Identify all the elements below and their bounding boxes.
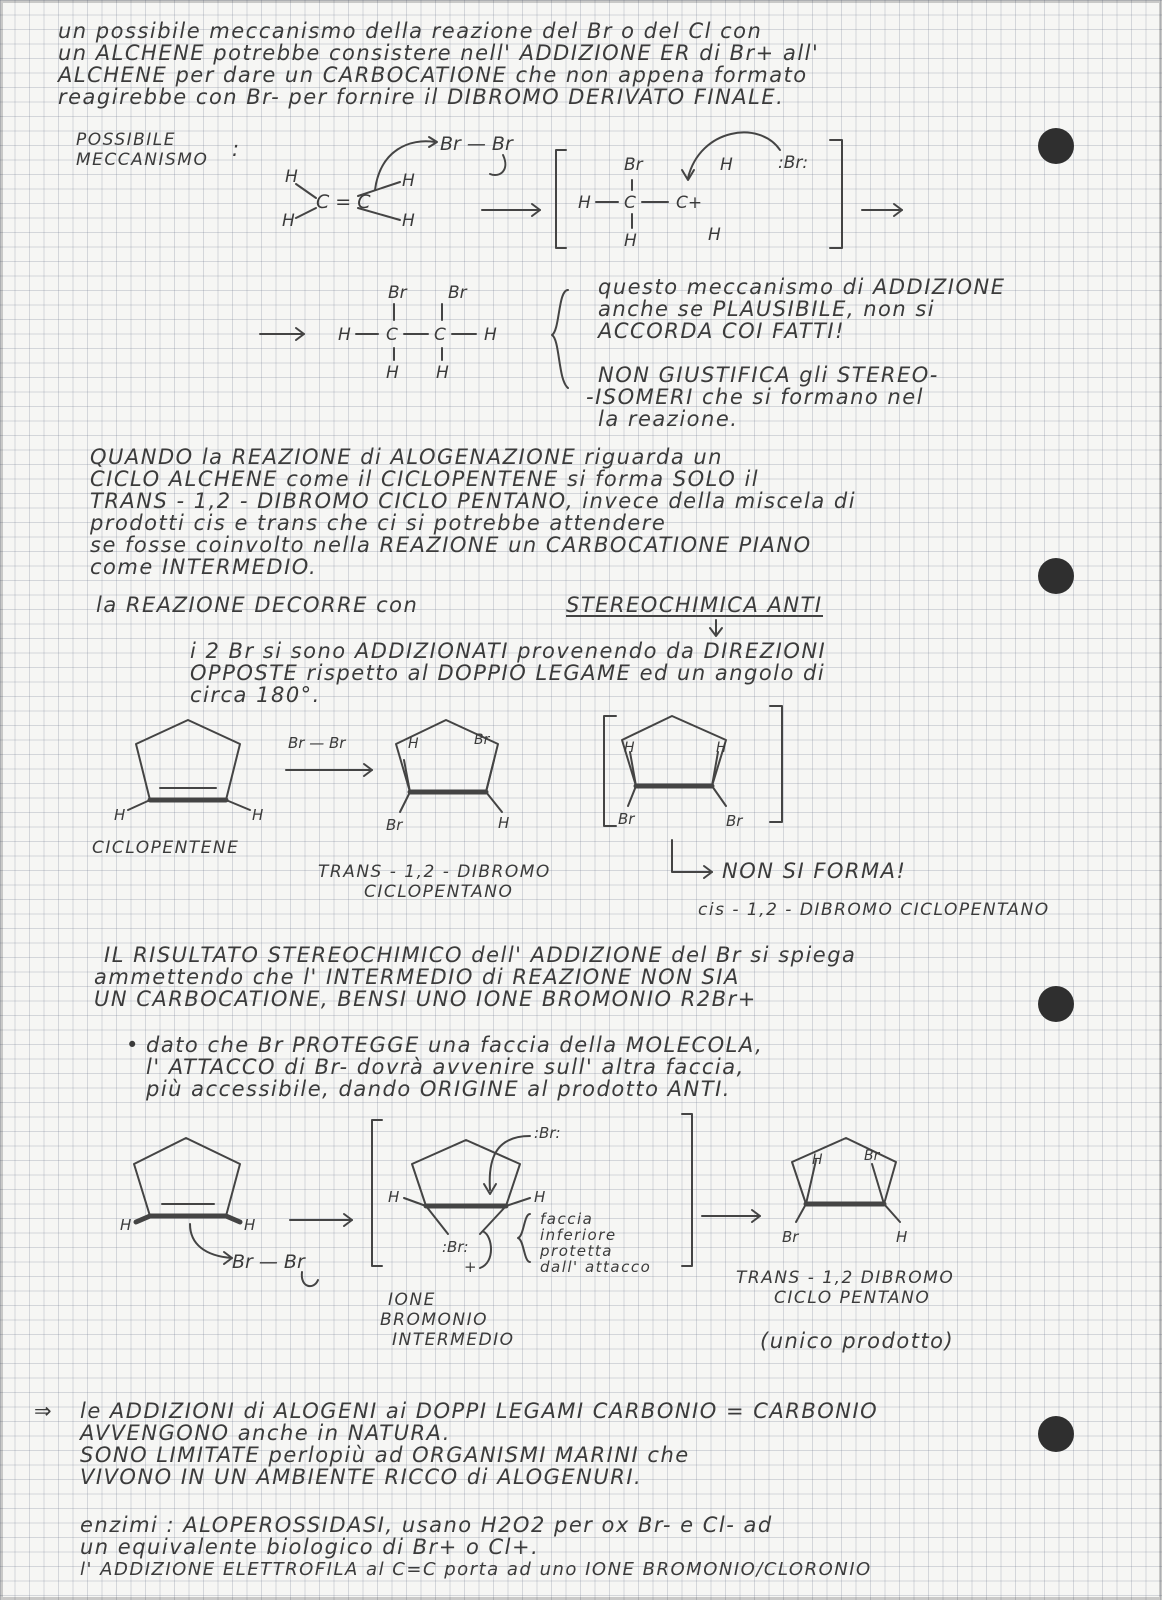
anti-line: OPPOSTE rispetto al DOPPIO LEGAME ed un angolo di [190, 661, 826, 685]
svg-text:H: H [402, 171, 415, 191]
anti-highlight: STEREOCHIMICA ANTI [566, 593, 823, 617]
bullet-line: l' ATTACCO di Br- dovrà avvenire sull' altra faccia, [146, 1055, 745, 1079]
mechanism-heading: MECCANISMO [76, 150, 209, 170]
svg-text:+: + [464, 1258, 477, 1276]
face-note: dall' attacco [540, 1258, 652, 1276]
result-line: IL RISULTATO STEREOCHIMICO dell' ADDIZIONE del Br si spiega [104, 943, 857, 967]
svg-text:Br: Br [864, 1148, 880, 1164]
label-ione-bromonio: INTERMEDIO [392, 1330, 515, 1350]
svg-text:C: C [434, 325, 446, 345]
label-trans-product-2: TRANS - 1,2 DIBROMO [736, 1268, 955, 1288]
label-non-si-forma: NON SI FORMA! [722, 859, 907, 883]
label-ione-bromonio: BROMONIO [380, 1310, 489, 1330]
svg-text:C+: C+ [676, 193, 703, 213]
bullet: • [126, 1033, 140, 1057]
result-line: UN CARBOCATIONE, BENSI UNO IONE BROMONIO R2Br+ [94, 987, 757, 1011]
enzyme-line: un equivalente biologico di Br+ o Cl+. [80, 1535, 540, 1559]
svg-text:H: H [338, 325, 351, 345]
face-note: inferiore [540, 1226, 617, 1244]
svg-text:H: H [708, 225, 721, 245]
svg-text:Br — Br: Br — Br [232, 1251, 305, 1273]
svg-text:H: H [285, 167, 298, 187]
anti-line: i 2 Br si sono ADDIZIONATI provenendo da DIREZIONI [190, 639, 827, 663]
svg-text:Br: Br [474, 732, 490, 748]
svg-text::Br:: :Br: [778, 153, 809, 173]
svg-text:H: H [252, 806, 264, 824]
cyclo-line: CICLO ALCHENE come il CICLOPENTENE si forma SOLO il [90, 467, 760, 491]
svg-text:Br — Br: Br — Br [440, 133, 513, 155]
anti-prefix: la REAZIONE DECORRE con [96, 593, 419, 617]
svg-text:H: H [282, 211, 295, 231]
label-trans-product: TRANS - 1,2 - DIBROMO [318, 862, 551, 882]
enzyme-line: enzimi : ALOPEROSSIDASI, usano H2O2 per ox Br- e Cl- ad [80, 1513, 773, 1537]
comment-line: anche se PLAUSIBILE, non si [598, 297, 936, 321]
label-cis-product: cis - 1,2 - DIBROMO CICLOPENTANO [698, 900, 1050, 920]
svg-text:H: H [402, 211, 415, 231]
svg-text::Br:: :Br: [442, 1238, 469, 1256]
final-line: AVVENGONO anche in NATURA. [80, 1421, 451, 1445]
svg-text:H: H [120, 1216, 132, 1234]
label-trans-product-2: CICLO PENTANO [774, 1288, 931, 1308]
intro-line: un possibile meccanismo della reazione del Br o del Cl con [58, 19, 763, 43]
comment-line: questo meccanismo di ADDIZIONE [598, 275, 1006, 299]
svg-text:C = C: C = C [316, 191, 371, 213]
svg-text:Br: Br [624, 155, 643, 175]
anti-line: circa 180°. [190, 683, 321, 707]
label-unico-prodotto: (unico prodotto) [760, 1329, 955, 1353]
svg-text:H: H [624, 740, 635, 756]
svg-text:Br: Br [386, 816, 403, 834]
svg-text:H: H [534, 1188, 546, 1206]
svg-text:H: H [720, 155, 733, 175]
svg-text:Br — Br: Br — Br [288, 734, 346, 752]
svg-text:H: H [408, 736, 419, 752]
comment-line: -ISOMERI che si formano nel [586, 385, 924, 409]
svg-text:H: H [578, 193, 591, 213]
face-note: protetta [540, 1242, 613, 1260]
final-line: le ADDIZIONI di ALOGENI ai DOPPI LEGAMI CARBONIO = CARBONIO [80, 1399, 879, 1423]
result-line: ammettendo che l' INTERMEDIO di REAZIONE NON SIA [94, 965, 740, 989]
svg-text:H: H [716, 740, 727, 756]
cyclo-line: come INTERMEDIO. [90, 555, 318, 579]
intro-line: reagirebbe con Br- per fornire il DIBROMO DERIVATO FINALE. [58, 85, 785, 109]
intro-line: ALCHENE per dare un CARBOCATIONE che non appena formato [58, 63, 808, 87]
svg-text:Br: Br [448, 283, 467, 303]
svg-text:H: H [244, 1216, 256, 1234]
svg-text:Br: Br [782, 1228, 799, 1246]
comment-line: ACCORDA COI FATTI! [598, 319, 846, 343]
svg-text:H: H [436, 363, 449, 383]
comment-line: NON GIUSTIFICA gli STEREO- [598, 363, 939, 387]
svg-text:H: H [114, 806, 126, 824]
svg-text:H: H [484, 325, 497, 345]
svg-text:H: H [386, 363, 399, 383]
cyclo-line: TRANS - 1,2 - DIBROMO CICLO PENTANO, invece della miscela di [90, 489, 857, 513]
final-line: SONO LIMITATE perlopiù ad ORGANISMI MARINI che [80, 1443, 690, 1467]
bullet-line: più accessibile, dando ORIGINE al prodotto ANTI. [146, 1077, 731, 1101]
mechanism-heading: POSSIBILE [76, 130, 177, 150]
mechanism-colon: : [232, 137, 241, 161]
svg-text:Br: Br [726, 812, 743, 830]
label-ione-bromonio: IONE [388, 1290, 436, 1310]
label-ciclopentene: CICLOPENTENE [92, 838, 240, 858]
svg-text:Br: Br [388, 283, 407, 303]
svg-text:H: H [896, 1228, 908, 1246]
cyclo-line: prodotti cis e trans che ci si potrebbe attendere [90, 511, 667, 535]
cyclo-line: QUANDO la REAZIONE di ALOGENAZIONE riguarda un [90, 445, 723, 469]
svg-text:H: H [812, 1152, 823, 1168]
svg-text:H: H [498, 814, 510, 832]
final-line: VIVONO IN UN AMBIENTE RICCO di ALOGENURI. [80, 1465, 643, 1489]
cyclo-line: se fosse coinvolto nella REAZIONE un CARBOCATIONE PIANO [90, 533, 812, 557]
face-note: faccia [540, 1210, 594, 1228]
svg-text:H: H [388, 1188, 400, 1206]
svg-text:H: H [624, 231, 637, 251]
implies-arrow: ⇒ [34, 1399, 54, 1423]
comment-line: la reazione. [598, 407, 739, 431]
svg-text:C: C [386, 325, 398, 345]
intro-line: un ALCHENE potrebbe consistere nell' ADDIZIONE ER di Br+ all' [58, 41, 820, 65]
svg-text::Br:: :Br: [534, 1124, 561, 1142]
bullet-line: dato che Br PROTEGGE una faccia della MOLECOLA, [146, 1033, 764, 1057]
label-trans-product: CICLOPENTANO [364, 882, 514, 902]
enzyme-line: l' ADDIZIONE ELETTROFILA al C=C porta ad uno IONE BROMONIO/CLORONIO [80, 1559, 872, 1580]
svg-text:Br: Br [618, 810, 635, 828]
svg-text:C: C [624, 193, 636, 213]
